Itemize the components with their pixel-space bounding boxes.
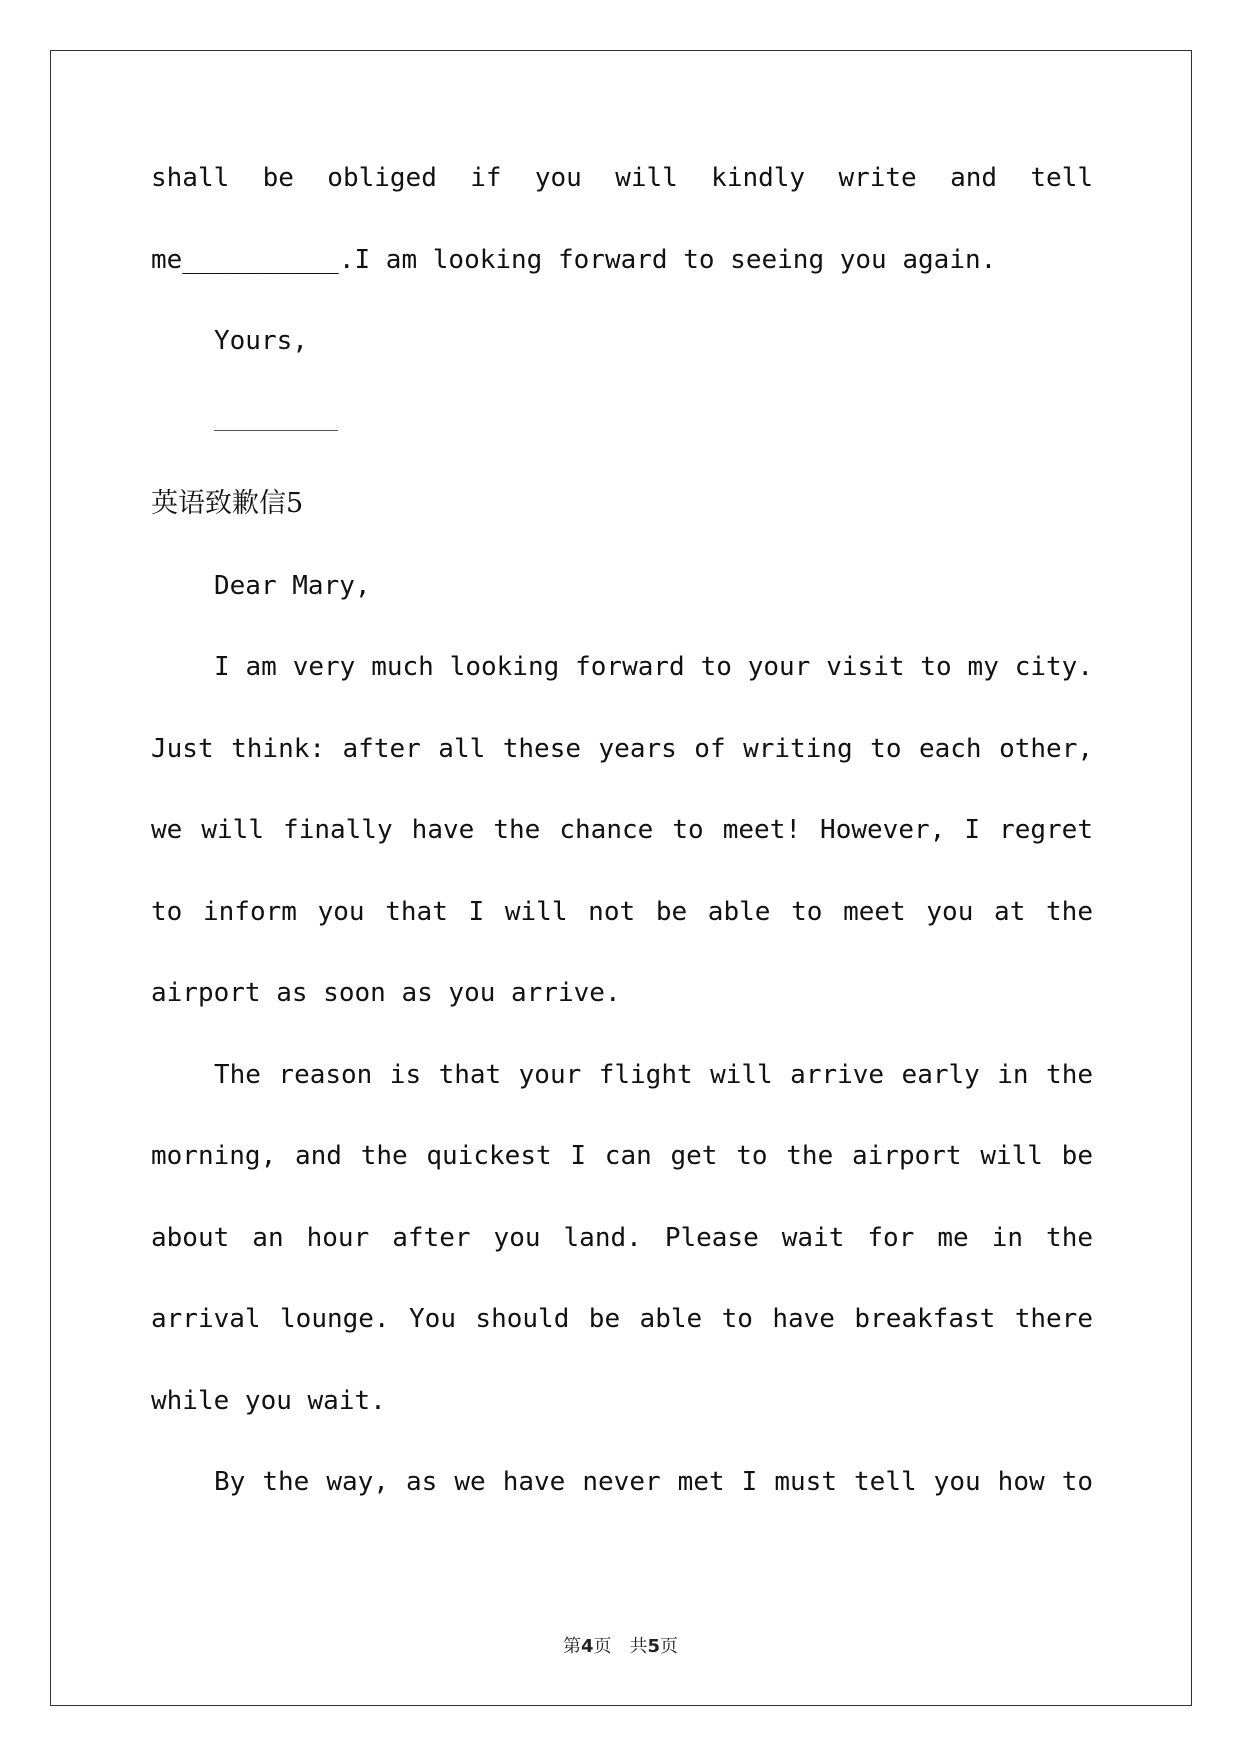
footer-suffix: 页 [660, 1636, 679, 1657]
closing: Yours, [214, 326, 308, 356]
text-line: me__________.I am looking forward to seeing you again. [151, 244, 997, 275]
salutation: Dear Mary, [214, 570, 371, 601]
paragraph-line: The reason is that your flight will arrive early in the [214, 1059, 1093, 1090]
text-line: shall be obliged if you will kindly write and tell [151, 163, 1093, 193]
footer-mid: 页 共 [593, 1636, 648, 1657]
paragraph-line: Just think: after all these years of writing to each other, [151, 733, 1093, 764]
paragraph-line: By the way, as we have never met I must tell you how to [214, 1467, 1093, 1497]
paragraph-line: airport as soon as you arrive. [151, 978, 621, 1008]
footer-total-pages: 5 [647, 1636, 661, 1657]
paragraph-line: I am very much looking forward to your visit to my city. [214, 652, 1093, 682]
paragraph-line: we will finally have the chance to meet! However, I regret [151, 815, 1093, 845]
footer-prefix: 第 [562, 1636, 581, 1657]
paragraph-line: to inform you that I will not be able to meet you at the [151, 896, 1093, 927]
paragraph-line: arrival lounge. You should be able to have breakfast there [151, 1304, 1093, 1334]
section-title: 英语致歉信5 [151, 488, 304, 519]
page-footer [0, 1632, 1241, 1658]
document-body [151, 160, 1093, 1546]
signature-blank [214, 395, 338, 431]
footer-page-number: 4 [580, 1636, 594, 1657]
paragraph-line: about an hour after you land. Please wait for me in the [151, 1222, 1093, 1253]
paragraph-line: while you wait. [151, 1385, 386, 1416]
paragraph-line: morning, and the quickest I can get to the airport will be [151, 1141, 1093, 1171]
